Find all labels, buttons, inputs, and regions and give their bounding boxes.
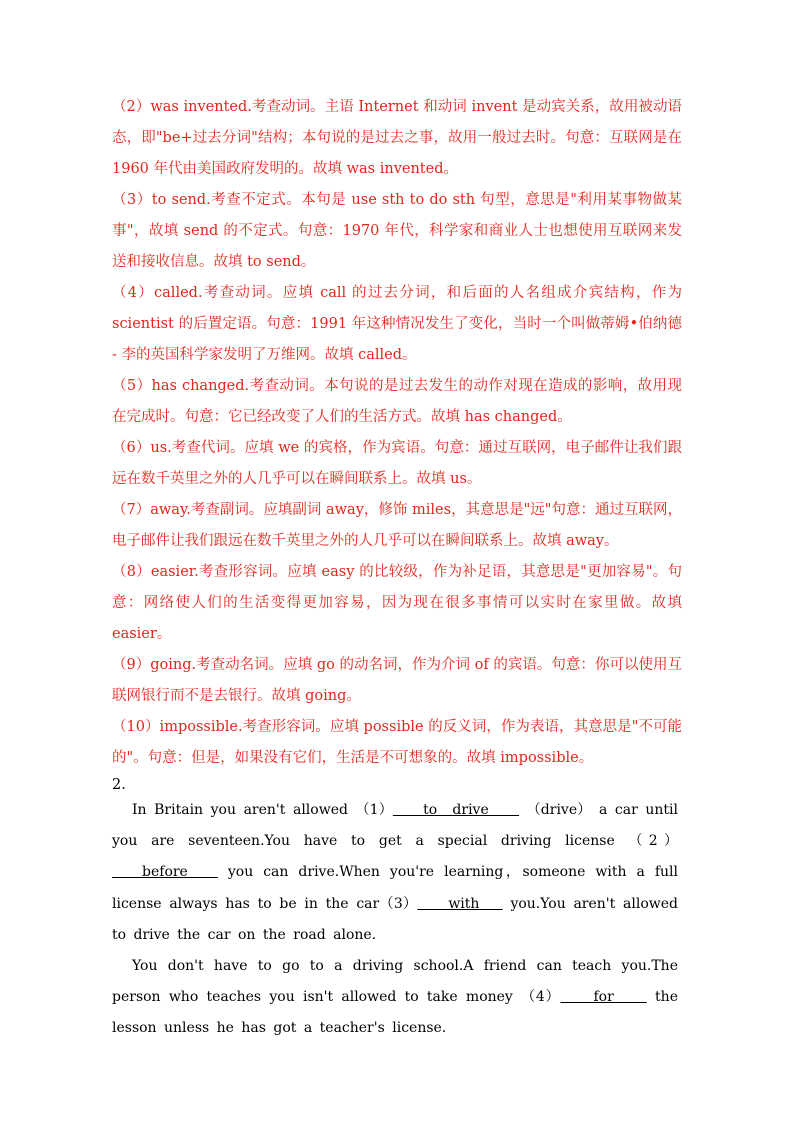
passage-text: （drive） a car until you are seventeen.You have to get a special driving license （2） <box>112 802 678 850</box>
passage-text: you can drive.When you're learning，someone with a full license always has to be in the car（3） <box>112 864 678 912</box>
question-number: 2． <box>112 777 136 793</box>
cloze-passage <box>112 795 678 1045</box>
answer-item-5: （5）has changed.考查动词。本句说的是过去发生的动作对现在造成的影响，故用现在完成时。句意：它已经改变了人们的生活方式。故填 has changed。 <box>112 378 682 425</box>
answer-item-9: （9）going.考查动名词。应填 go 的动名词，作为介词 of 的宾语。句意：你可以使用互联网银行而不是去银行。故填 going。 <box>112 657 682 704</box>
answer-item-4: （4）called.考查动词。应填 call 的过去分词，和后面的人名组成介宾结构，作为 scientist 的后置定语。句意：1991 年这种情况发生了变化，当时一个叫做蒂姆•伯纳德 - 李的英国科学家发明了万维网。故填 called。 <box>112 285 682 363</box>
answer-blank-1: to drive <box>392 802 520 818</box>
answer-blank-4: for <box>560 989 647 1006</box>
answer-blank-2: before <box>112 864 218 881</box>
answer-item-10: （10）impossible.考查形容词。应填 possible 的反义词，作为表语，其意思是"不可能的"。句意：但是，如果没有它们，生活是不可想象的。故填 impossible。 <box>112 719 682 766</box>
answer-item-8: （8）easier.考查形容词。应填 easy 的比较级，作为补足语，其意思是"更加容易"。句意：网络使人们的生活变得更加容易，因为现在很多事情可以实时在家里做。故填 easier。 <box>112 564 682 642</box>
passage-text: In Britain you aren't allowed （1） <box>132 802 393 818</box>
answer-blank-3: with <box>417 895 503 912</box>
answer-item-2: （2）was invented.考查动词。主语 Internet 和动词 invent 是动宾关系，故用被动语态，即"be+过去分词"结构；本句说的是过去之事，故用一般过去时。句意：互联网是在 1960 年代由美国政府发明的。故填 was invented。 <box>112 99 682 177</box>
answer-item-3: （3）to send.考查不定式。本句是 use sth to do sth 句型，意思是"利用某事物做某事"，故填 send 的不定式。句意：1970 年代，科学家和商业人士也想使用互联网来发送和接收信息。故填 to send。 <box>112 192 682 270</box>
passage-text: the lesson unless he has got a teacher's license. <box>112 989 678 1037</box>
answer-item-6: （6）us.考查代词。应填 we 的宾格，作为宾语。句意：通过互联网，电子邮件让我们跟远在数千英里之外的人几乎可以在瞬间联系上。故填 us。 <box>112 440 682 487</box>
answer-explanations <box>112 92 682 774</box>
passage-paragraph-1 <box>112 795 678 951</box>
passage-text: you.You aren't allowed to drive the car on the road alone. <box>112 895 678 943</box>
passage-text: You don't have to go to a driving school.A friend can teach you.The person who teaches you isn't allowed to take money （4） <box>112 958 678 1006</box>
answer-item-7: （7）away.考查副词。应填副词 away，修饰 miles，其意思是"远"句意：通过互联网，电子邮件让我们跟远在数千英里之外的人几乎可以在瞬间联系上。故填 away。 <box>112 502 682 549</box>
passage-paragraph-2 <box>112 951 678 1045</box>
